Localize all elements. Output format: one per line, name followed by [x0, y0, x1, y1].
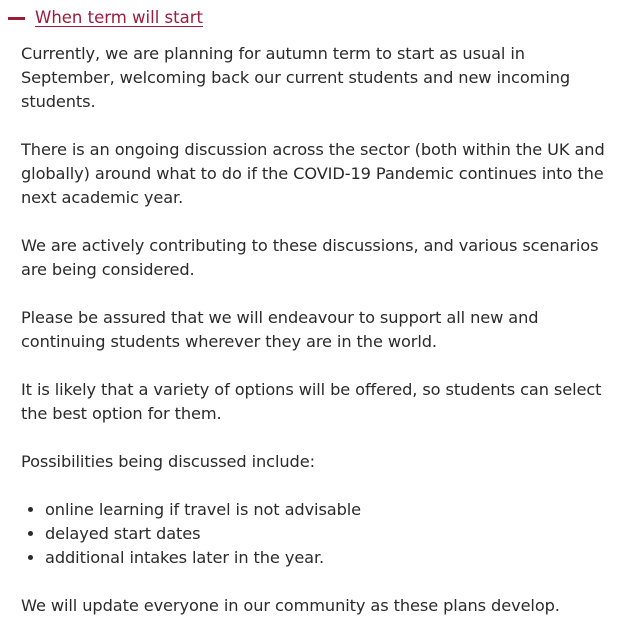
list-item: • additional intakes later in the year. — [45, 546, 621, 570]
paragraph-sector-discussion: There is an ongoing discussion across the sector (both within the UK and globally) around what to do if the COVID-19 Pandemic continues into the next academic year. — [21, 140, 605, 207]
list-item: • delayed start dates — [45, 522, 621, 546]
list-item: • online learning if travel is not advisable — [45, 498, 621, 522]
paragraph-term-plan: Currently, we are planning for autumn term to start as usual in September, welcoming back our current students and new incoming students. — [21, 44, 571, 111]
possibilities-list — [21, 498, 621, 570]
accordion-content — [21, 42, 621, 642]
paragraph-closing: We will update everyone in our community as these plans develop. — [21, 596, 560, 615]
paragraph-options: It is likely that a variety of options will be offered, so students can select the best option for them. — [21, 380, 602, 423]
paragraph-possibilities-intro: Possibilities being discussed include: — [21, 452, 315, 471]
paragraph-contributing: We are actively contributing to these discussions, and various scenarios are being considered. — [21, 236, 599, 279]
paragraph-support: Please be assured that we will endeavour to support all new and continuing students wherever they are in the world. — [21, 308, 539, 351]
minus-icon[interactable] — [8, 17, 25, 20]
accordion-header-when-term-will-start[interactable] — [8, 6, 203, 30]
accordion-title[interactable]: When term will start — [35, 8, 203, 27]
